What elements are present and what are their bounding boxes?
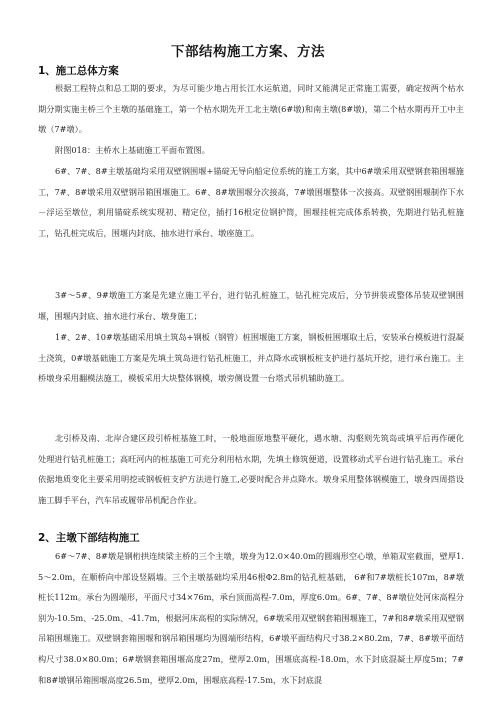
paragraph: 附图018：主桥水上基础施工平面布置图。 [55,145,210,155]
paragraph: 6#、7#、8#主墩基础均采用双壁钢围堰+锚碇无导向船定位系统的施工方案，其中6#墩采用双壁钢套箱围堰施工，7#、8#墩采用双壁钢吊箱围堰施工。6#、8#墩围堰分次接高，7#墩围堰整体一次接高。双壁钢围堰制作下水－浮运至墩位，利用锚碇系统实现初、精定位，插打16根定位钢护筒，围堰挂桩完成体系转换，先期进行钻孔桩施工，钻孔桩完成后，围堰内封底、抽水进行承台、墩座施工。 [38,166,464,238]
document-title: 下部结构施工方案、方法 [171,44,325,60]
paragraph: 根据工程特点和总工期的要求，为尽可能少地占用长江水运航道，同时又能满足正常施工需要，确定按两个枯水期分期实施主桥三个主墩的基础施工，第一个枯水期先开工北主墩(6#墩)和南主墩(8#墩)，第二个枯水期再开工中主墩（7#墩）。 [38,83,464,135]
paragraph: 1#、2#、10#墩基础采用填土筑岛+钢板（钢管）桩围堰施工方案，钢板桩围堰取土后，安装承台模板进行混凝土浇筑，0#墩基础施工方案是先填土筑岛进行钻孔桩施工，并点降水或钢板桩支护进行基坑开挖，进行承台施工。主桥墩身采用翻模法施工，模板采用大块整体钢模，墩旁侧设置一台塔式吊机辅助施工。 [38,332,464,384]
section-heading-1: 1、施工总体方案 [38,65,119,77]
paragraph: 北引桥及南、北岸合建区段引桥桩基施工时，一般地面原地整平硬化，遇水塘、沟壑则先筑岛或填平后再作硬化处理进行钻孔桩施工；高旺河内的桩基施工可充分利用枯水期，先填土修筑便道，设置移动式平台进行钻孔施工。承台依据地质变化主要采用明挖或钢板桩支护方法进行施工,必要时配合井点降水。墩身采用整体钢模施工，墩身四周搭设施工脚手平台，汽车吊或履带吊机配合作业。 [38,433,464,505]
section-heading-2: 2、主墩下部结构施工 [38,532,140,544]
paragraph: 6#～7#、8#墩是钢桁拱连续梁主桥的三个主墩，墩身为12.0×40.0m的圆端形空心墩，单箱双室截面，壁厚1.5～2.0m，在顺桥向中部设竖隔墙。三个主墩基础均采用46根Φ2.8m的钻孔桩基础， 6#和7#墩桩长107m，8#墩桩长112m。承台为圆端形，平面尺寸34×76m，承台顶面高程-7.0m，厚度6.0m。6#、7#、8#墩位处河床高程分别为-10.5m、-25.0m、-41.7m，根据河床高程的实际情况，6#墩采用双壁钢套箱围堰施工，7#和8#墩采用双壁钢吊箱围堰施工。双壁钢套箱围堰和钢吊箱围堰均为圆端形结构，6#墩平面结构尺寸38.2×80.2m，7#、8#墩平面结构尺寸38.0×80.0m；6#墩钢套箱围堰高度27m，壁厚2.0m，围堰底高程-18.0m，水下封底混凝土厚度5m；7#和8#墩钢吊箱围堰高度26.5m，壁厚2.0m，围堰底高程-17.5m，水下封底混 [38,551,464,685]
paragraph: 3#～5#、9#墩施工方案是先建立施工平台，进行钻孔桩施工，钻孔桩完成后，分节拼装或整体吊装双壁钢围堰，围堰内封底、抽水进行承台、墩身施工； [38,290,464,321]
